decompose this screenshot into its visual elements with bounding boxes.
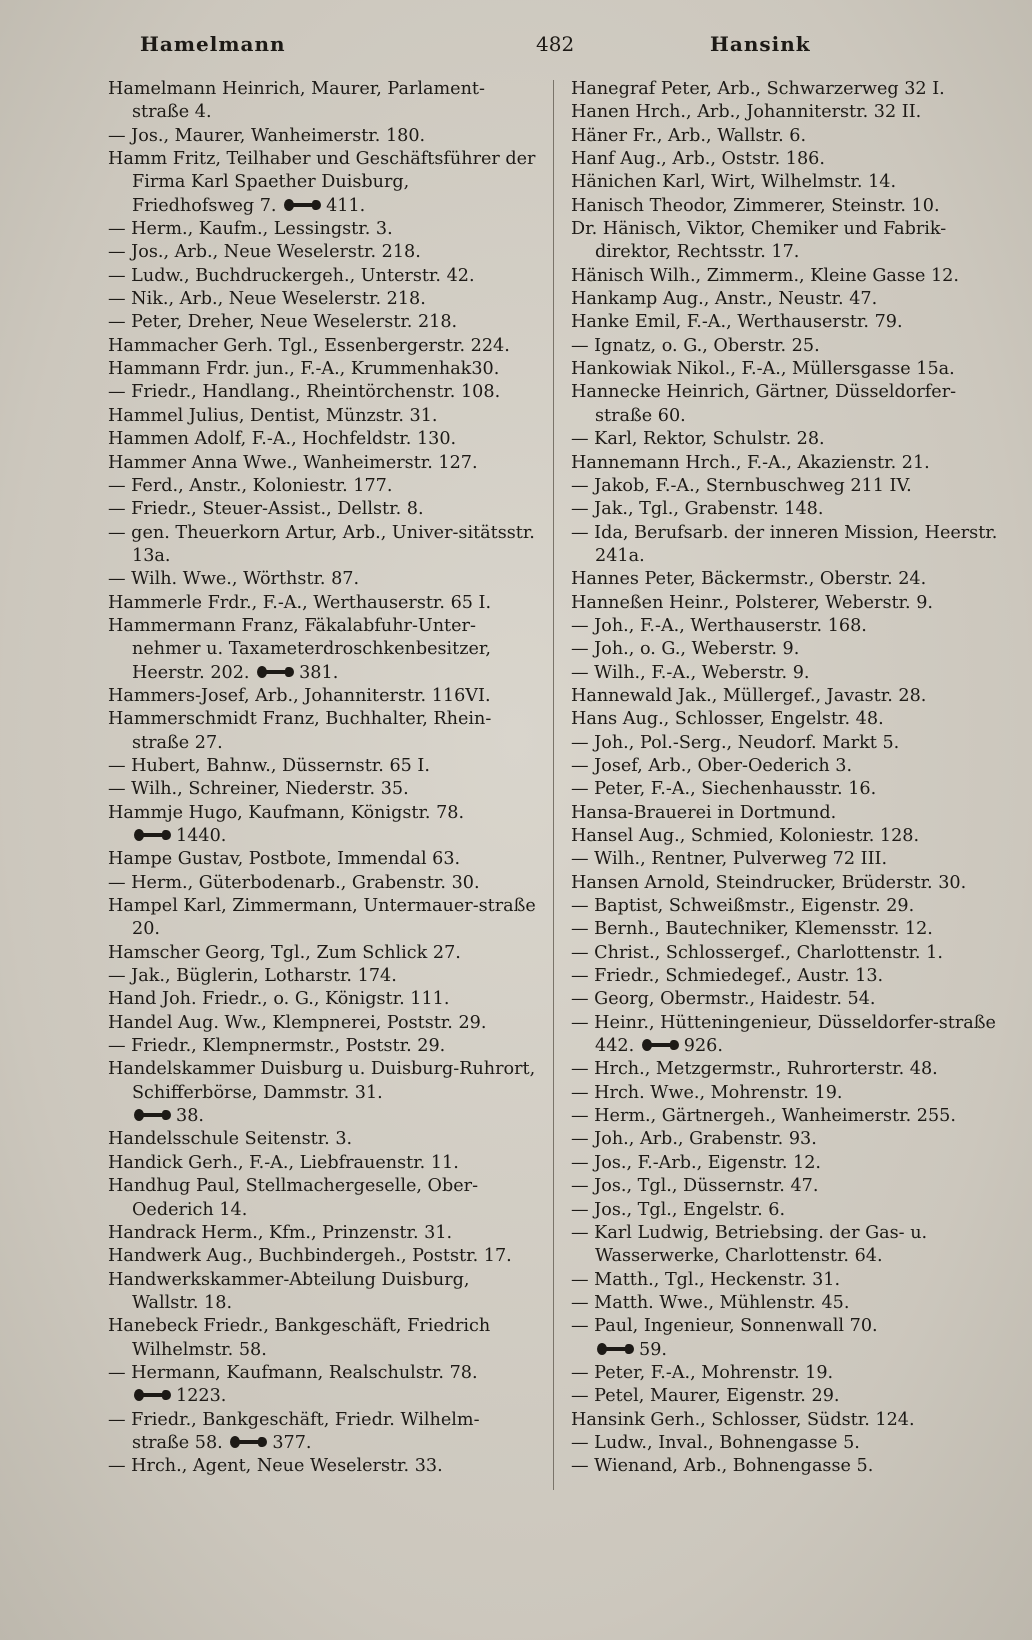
entry-text: — Wilh., Schreiner, Niederstr. 35.: [108, 779, 409, 800]
directory-entry: [108, 1035, 536, 1058]
directory-entry: [108, 288, 536, 311]
entry-text: — Jos., Tgl., Engelstr. 6.: [571, 1199, 786, 1220]
directory-entry: [108, 1175, 536, 1222]
entry-text: Hamelmann Heinrich, Maurer, Parlament-straße 4.: [108, 79, 485, 123]
directory-entry: [108, 452, 536, 475]
directory-entry: [571, 1105, 1003, 1128]
entry-text: — Friedr., Klempnermstr., Poststr. 29.: [108, 1036, 446, 1057]
directory-entry: [108, 1012, 536, 1035]
entry-text: Handel Aug. Ww., Klempnerei, Poststr. 29.: [108, 1012, 487, 1033]
page-number: 482: [536, 32, 575, 56]
entry-text: Hanneßen Heinr., Polsterer, Weberstr. 9.: [571, 592, 933, 613]
entry-text: — Friedr., Bankgeschäft, Friedr. Wilhelm-straße 58.: [108, 1409, 480, 1453]
entry-text: — Ferd., Anstr., Koloniestr. 177.: [108, 475, 393, 496]
directory-entry: [571, 475, 1003, 498]
entry-text: — Hrch., Agent, Neue Weselerstr. 33.: [108, 1456, 443, 1477]
entry-text: — Heinr., Hütteningenieur, Düsseldorfer-straße 442.: [571, 1012, 996, 1057]
directory-entry: [108, 148, 536, 218]
directory-entry: [571, 1455, 1003, 1478]
telephone-icon: [642, 1038, 680, 1052]
directory-entry: [571, 171, 1003, 194]
left-column: [108, 78, 536, 1479]
entry-text: — Jak., Büglerin, Lotharstr. 174.: [108, 966, 397, 987]
entry-text: — Hrch., Metzgermstr., Ruhrorterstr. 48.: [571, 1059, 938, 1080]
phone-number: 1223.: [176, 1386, 227, 1407]
directory-entry: [108, 942, 536, 965]
directory-entry: [571, 1199, 1003, 1222]
directory-entry: [571, 218, 1003, 265]
directory-entry: [108, 1152, 536, 1175]
entry-text: — Karl Ludwig, Betriebsing. der Gas- u. Wasserwerke, Charlottenstr. 64.: [571, 1222, 928, 1267]
directory-entry: [571, 1152, 1003, 1175]
directory-entry: [108, 1362, 536, 1409]
entry-text: — Jos., Arb., Neue Weselerstr. 218.: [108, 242, 421, 263]
header-right-keyword: Hansink: [710, 32, 811, 56]
directory-entry: [571, 1175, 1003, 1198]
entry-text: Hansa-Brauerei in Dortmund.: [571, 802, 837, 823]
directory-entry: [108, 1269, 536, 1316]
entry-text: Hamscher Georg, Tgl., Zum Schlick 27.: [108, 942, 461, 963]
directory-entry: [108, 988, 536, 1011]
directory-entry: [571, 381, 1003, 428]
entry-text: Hammerschmidt Franz, Buchhalter, Rhein-straße 27.: [108, 709, 492, 753]
entry-text: — Wienand, Arb., Bohnengasse 5.: [571, 1456, 874, 1477]
entry-text: Hänichen Karl, Wirt, Wilhelmstr. 14.: [571, 172, 897, 193]
entry-text: Hannes Peter, Bäckermstr., Oberstr. 24.: [571, 569, 927, 590]
directory-entry: [571, 615, 1003, 638]
entry-text: — Wilh., F.-A., Weberstr. 9.: [571, 662, 810, 683]
entry-text: Hans Aug., Schlosser, Engelstr. 48.: [571, 709, 884, 730]
entry-text: — Herm., Kaufm., Lessingstr. 3.: [108, 219, 393, 240]
directory-entry: [108, 78, 536, 125]
entry-text: Hamm Fritz, Teilhaber und Geschäftsführer der Firma Karl Spaether Duisburg, Friedhofsweg 7.: [108, 149, 536, 216]
entry-text: Hampel Karl, Zimmermann, Untermauer-straße 20.: [108, 896, 536, 940]
entry-text: — Peter, F.-A., Mohrenstr. 19.: [571, 1362, 834, 1383]
directory-entry: [108, 335, 536, 358]
entry-text: — Matth., Tgl., Heckenstr. 31.: [571, 1269, 841, 1290]
entry-text: Hanisch Theodor, Zimmerer, Steinstr. 10.: [571, 195, 940, 216]
directory-entry: [571, 685, 1003, 708]
telephone-icon: [134, 1108, 172, 1122]
directory-entry: [571, 1222, 1003, 1269]
directory-entry: [108, 755, 536, 778]
entry-text: Hampe Gustav, Postbote, Immendal 63.: [108, 849, 461, 870]
directory-entry: [571, 148, 1003, 171]
directory-entry: [571, 1058, 1003, 1081]
directory-entry: [571, 778, 1003, 801]
phone-number: 38.: [176, 1106, 204, 1127]
directory-entry: [108, 358, 536, 381]
directory-entry: [571, 428, 1003, 451]
entry-text: — Jos., Tgl., Düssernstr. 47.: [571, 1176, 819, 1197]
directory-entry: [571, 988, 1003, 1011]
entry-text: — Petel, Maurer, Eigenstr. 29.: [571, 1386, 840, 1407]
directory-entry: [571, 498, 1003, 521]
directory-entry: [571, 802, 1003, 825]
directory-entry: [108, 381, 536, 404]
directory-entry: [571, 848, 1003, 871]
entry-text: — Karl, Rektor, Schulstr. 28.: [571, 429, 825, 450]
directory-entry: [571, 1409, 1003, 1432]
entry-text: — Matth. Wwe., Mühlenstr. 45.: [571, 1292, 850, 1313]
entry-text: — Joh., o. G., Weberstr. 9.: [571, 639, 800, 660]
entry-text: — Christ., Schlossergef., Charlottenstr. 1.: [571, 942, 943, 963]
entry-text: — Wilh., Rentner, Pulverweg 72 III.: [571, 849, 888, 870]
directory-entry: [108, 965, 536, 988]
directory-entry: [571, 1012, 1003, 1059]
directory-entry: [108, 311, 536, 334]
directory-entry: [571, 1128, 1003, 1151]
entry-text: — Hrch. Wwe., Mohrenstr. 19.: [571, 1082, 843, 1103]
entry-text: — Jos., F.-Arb., Eigenstr. 12.: [571, 1152, 822, 1173]
entry-text: — Ludw., Inval., Bohnengasse 5.: [571, 1432, 860, 1453]
directory-entry: [571, 755, 1003, 778]
entry-text: — Friedr., Steuer-Assist., Dellstr. 8.: [108, 499, 424, 520]
directory-entry: [571, 452, 1003, 475]
entry-text: — Paul, Ingenieur, Sonnenwall 70.: [571, 1316, 878, 1337]
phone-number: 926.: [683, 1036, 723, 1057]
phone-number: 59.: [639, 1339, 667, 1360]
directory-entry: [571, 78, 1003, 101]
directory-entry: [571, 872, 1003, 895]
entry-text: — Ludw., Buchdruckergeh., Unterstr. 42.: [108, 265, 475, 286]
directory-entry: [108, 1245, 536, 1268]
entry-text: Hand Joh. Friedr., o. G., Königstr. 111.: [108, 989, 450, 1010]
entry-text: Hammermann Franz, Fäkalabfuhr-Unter-nehmer u. Taxameterdroschkenbesitzer, Heerstr. 202.: [108, 615, 491, 683]
entry-text: Hannecke Heinrich, Gärtner, Düsseldorfer-straße 60.: [571, 382, 957, 426]
entry-text: Hammer Anna Wwe., Wanheimerstr. 127.: [108, 452, 478, 473]
directory-entry: [108, 1222, 536, 1245]
entry-text: — Peter, F.-A., Siechenhausstr. 16.: [571, 779, 877, 800]
entry-text: Hammerle Frdr., F.-A., Werthauserstr. 65 I.: [108, 592, 492, 613]
entry-text: Handwerkskammer-Abteilung Duisburg, Wallstr. 18.: [108, 1269, 470, 1313]
phone-number: 411.: [326, 195, 366, 216]
entry-text: — Hubert, Bahnw., Düssernstr. 65 I.: [108, 755, 430, 776]
entry-text: Hammers-Josef, Arb., Johanniterstr. 116VI.: [108, 685, 491, 706]
directory-entry: [571, 522, 1003, 569]
entry-text: Hänisch Wilh., Zimmerm., Kleine Gasse 12.: [571, 265, 959, 286]
directory-entry: [571, 101, 1003, 124]
directory-entry: [108, 1128, 536, 1151]
entry-text: Hanebeck Friedr., Bankgeschäft, Friedrich Wilhelmstr. 58.: [108, 1316, 491, 1360]
page-header: [110, 28, 992, 62]
directory-entry: [108, 848, 536, 871]
directory-entry: [108, 1058, 536, 1128]
entry-text: — Joh., Arb., Grabenstr. 93.: [571, 1129, 817, 1150]
entry-text: Hansel Aug., Schmied, Koloniestr. 128.: [571, 826, 920, 846]
directory-entry: [108, 1315, 536, 1362]
right-column: [571, 78, 1003, 1479]
entry-text: — Peter, Dreher, Neue Weselerstr. 218.: [108, 312, 458, 333]
directory-entry: [571, 288, 1003, 311]
directory-entry: [571, 311, 1003, 334]
directory-entry: [571, 895, 1003, 918]
directory-entry: [571, 125, 1003, 148]
phone-number: 381.: [299, 662, 339, 683]
entry-text: — Wilh. Wwe., Wörthstr. 87.: [108, 569, 360, 590]
directory-entry: [108, 498, 536, 521]
directory-entry: [571, 568, 1003, 591]
entry-text: Hannemann Hrch., F.-A., Akazienstr. 21.: [571, 452, 930, 473]
directory-entry: [571, 358, 1003, 381]
entry-text: Hanf Aug., Arb., Oststr. 186.: [571, 149, 825, 170]
directory-entry: [108, 895, 536, 942]
telephone-icon: [284, 198, 322, 212]
entry-text: Hanegraf Peter, Arb., Schwarzerweg 32 I.: [571, 79, 945, 99]
directory-entry: [108, 125, 536, 148]
entry-text: Handwerk Aug., Buchbindergeh., Poststr. 17.: [108, 1246, 512, 1267]
directory-entry: [108, 708, 536, 755]
directory-entry: [108, 1409, 536, 1456]
entry-text: Handelskammer Duisburg u. Duisburg-Ruhrort, Schifferbörse, Dammstr. 31.: [108, 1059, 536, 1103]
directory-entry: [571, 1385, 1003, 1408]
entry-text: Hammje Hugo, Kaufmann, Königstr. 78.: [108, 802, 465, 823]
entry-text: — Joh., F.-A., Werthauserstr. 168.: [571, 615, 867, 636]
directory-entry: [108, 428, 536, 451]
entry-text: — Herm., Gärtnergeh., Wanheimerstr. 255.: [571, 1106, 956, 1127]
entry-text: — Jakob, F.-A., Sternbuschweg 211 IV.: [571, 475, 912, 496]
telephone-icon: [134, 1388, 172, 1402]
directory-entry: [571, 638, 1003, 661]
directory-entry: [571, 825, 1003, 848]
directory-entry: [108, 265, 536, 288]
directory-entry: [571, 265, 1003, 288]
directory-entry: [571, 1082, 1003, 1105]
directory-entry: [571, 1432, 1003, 1455]
entry-text: — Hermann, Kaufmann, Realschulstr. 78.: [108, 1362, 478, 1383]
entry-text: Hammen Adolf, F.-A., Hochfeldstr. 130.: [108, 429, 457, 450]
entry-text: — Georg, Obermstr., Haidestr. 54.: [571, 989, 876, 1010]
directory-entry: [108, 218, 536, 241]
directory-entry: [571, 1269, 1003, 1292]
entry-text: — gen. Theuerkorn Artur, Arb., Univer-sitätsstr. 13a.: [108, 522, 535, 566]
directory-entry: [571, 965, 1003, 988]
entry-text: Handhug Paul, Stellmachergeselle, Ober-Oederich 14.: [108, 1176, 479, 1220]
directory-entry: [571, 1362, 1003, 1385]
directory-entry: [108, 685, 536, 708]
entry-text: Hannewald Jak., Müllergef., Javastr. 28.: [571, 685, 927, 706]
directory-entry: [108, 802, 536, 849]
directory-entry: [108, 778, 536, 801]
entry-text: — Nik., Arb., Neue Weselerstr. 218.: [108, 289, 426, 310]
directory-entry: [108, 475, 536, 498]
entry-text: Hansen Arnold, Steindrucker, Brüderstr. 30.: [571, 872, 967, 893]
directory-entry: [108, 592, 536, 615]
entry-text: Hankamp Aug., Anstr., Neustr. 47.: [571, 289, 878, 310]
header-left-keyword: Hamelmann: [140, 32, 286, 56]
directory-entry: [108, 568, 536, 591]
entry-text: — Friedr., Handlang., Rheintörchenstr. 108.: [108, 382, 501, 403]
phone-number: 377.: [272, 1432, 312, 1453]
entry-text: — Bernh., Bautechniker, Klemensstr. 12.: [571, 919, 933, 940]
phone-number: 1440.: [176, 826, 227, 846]
directory-entry: [108, 522, 536, 569]
entry-text: Hammann Frdr. jun., F.-A., Krummenhak30.: [108, 359, 500, 380]
directory-entry: [108, 1455, 536, 1478]
entry-text: Handelsschule Seitenstr. 3.: [108, 1129, 353, 1150]
directory-entry: [571, 592, 1003, 615]
entry-text: — Jak., Tgl., Grabenstr. 148.: [571, 499, 824, 520]
entry-text: Dr. Hänisch, Viktor, Chemiker und Fabrik-direktor, Rechtsstr. 17.: [571, 219, 947, 263]
entry-text: — Jos., Maurer, Wanheimerstr. 180.: [108, 125, 426, 146]
directory-entry: [108, 241, 536, 264]
directory-entry: [571, 335, 1003, 358]
entry-text: Handick Gerh., F.-A., Liebfrauenstr. 11.: [108, 1152, 459, 1173]
directory-entry: [571, 942, 1003, 965]
entry-text: Hanke Emil, F.-A., Werthauserstr. 79.: [571, 312, 903, 333]
entry-text: Hammacher Gerh. Tgl., Essenbergerstr. 224.: [108, 335, 510, 356]
directory-entry: [571, 1292, 1003, 1315]
entry-text: — Baptist, Schweißmstr., Eigenstr. 29.: [571, 896, 915, 917]
entry-text: Hammel Julius, Dentist, Münzstr. 31.: [108, 405, 438, 426]
telephone-icon: [134, 828, 172, 842]
telephone-icon: [597, 1342, 635, 1356]
entry-text: Hansink Gerh., Schlosser, Südstr. 124.: [571, 1409, 915, 1430]
directory-entry: [571, 195, 1003, 218]
entry-text: — Joh., Pol.-Serg., Neudorf. Markt 5.: [571, 732, 900, 753]
entry-text: — Ignatz, o. G., Oberstr. 25.: [571, 335, 820, 356]
telephone-icon: [257, 665, 295, 679]
column-divider: [553, 80, 554, 1490]
directory-entry: [571, 918, 1003, 941]
entry-text: — Herm., Güterbodenarb., Grabenstr. 30.: [108, 872, 480, 893]
directory-entry: [108, 615, 536, 685]
directory-entry: [571, 732, 1003, 755]
entry-text: — Friedr., Schmiedegef., Austr. 13.: [571, 966, 884, 987]
entry-text: Häner Fr., Arb., Wallstr. 6.: [571, 125, 807, 146]
directory-entry: [108, 405, 536, 428]
entry-text: Hankowiak Nikol., F.-A., Müllersgasse 15a.: [571, 359, 955, 380]
entry-text: — Josef, Arb., Ober-Oederich 3.: [571, 755, 853, 776]
entry-text: Hanen Hrch., Arb., Johanniterstr. 32 II.: [571, 102, 922, 123]
directory-entry: [571, 708, 1003, 731]
directory-entry: [571, 1315, 1003, 1362]
telephone-icon: [230, 1435, 268, 1449]
entry-text: Handrack Herm., Kfm., Prinzenstr. 31.: [108, 1222, 453, 1243]
directory-entry: [571, 662, 1003, 685]
directory-entry: [108, 872, 536, 895]
entry-text: — Ida, Berufsarb. der inneren Mission, Heerstr. 241a.: [571, 522, 998, 566]
